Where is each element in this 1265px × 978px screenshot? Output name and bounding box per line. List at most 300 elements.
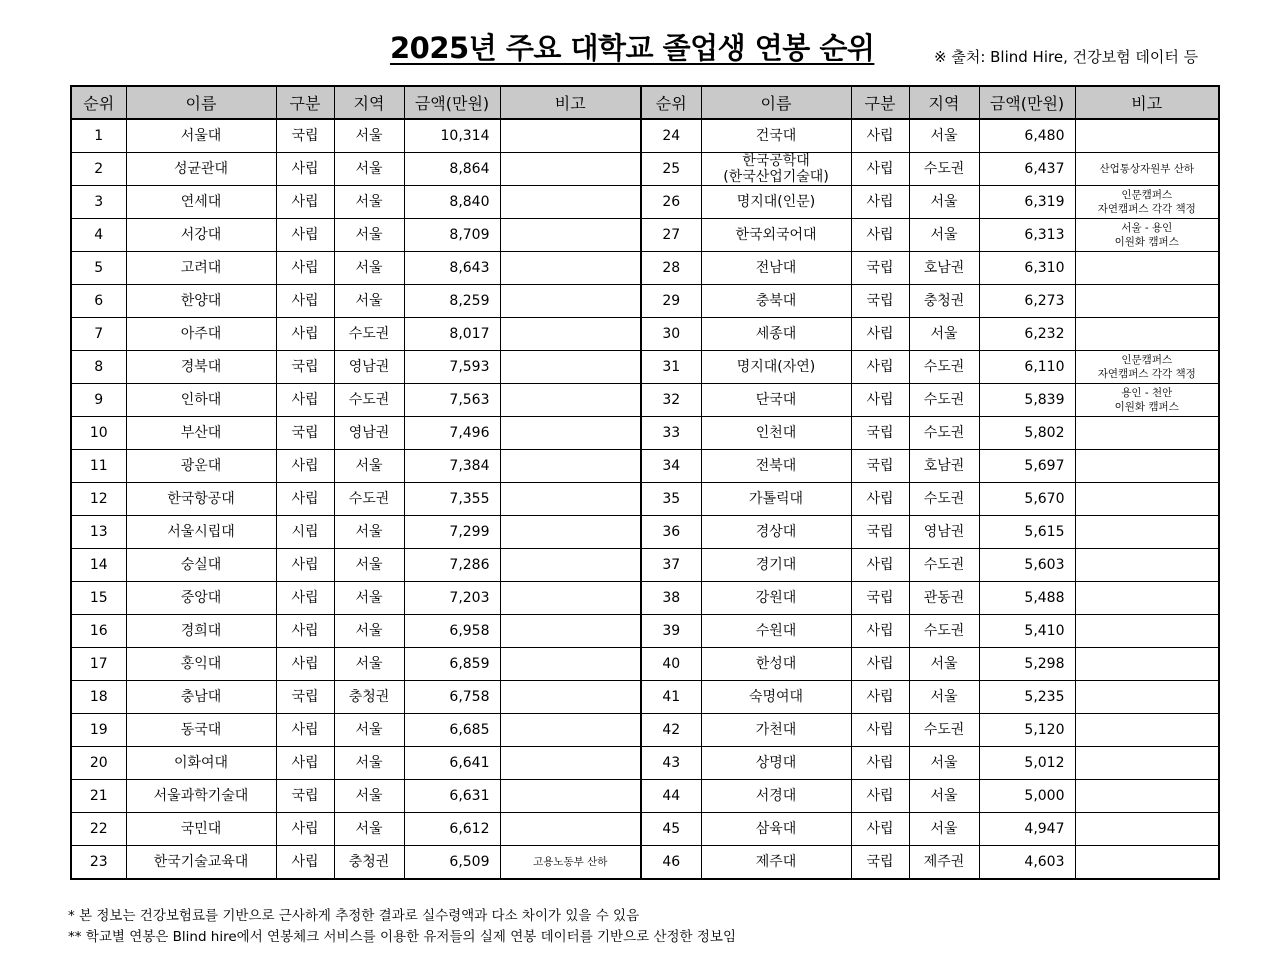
type-cell: 국립 bbox=[276, 780, 334, 813]
name-cell: 경기대 bbox=[701, 549, 851, 582]
amount-cell: 6,641 bbox=[404, 747, 500, 780]
name-cell: 서울시립대 bbox=[126, 516, 276, 549]
name-cell: 전북대 bbox=[701, 450, 851, 483]
rank-cell: 10 bbox=[71, 417, 126, 450]
rank-cell: 35 bbox=[641, 483, 701, 516]
amount-cell: 10,314 bbox=[404, 119, 500, 153]
note-cell: 용인 - 천안 이원화 캠퍼스 bbox=[1075, 384, 1219, 417]
note-cell bbox=[1075, 846, 1219, 880]
region-cell: 호남권 bbox=[909, 450, 979, 483]
name-cell: 경희대 bbox=[126, 615, 276, 648]
name-cell: 한국공학대 (한국산업기술대) bbox=[701, 153, 851, 186]
name-cell: 중앙대 bbox=[126, 582, 276, 615]
note-cell bbox=[500, 351, 641, 384]
amount-cell: 5,298 bbox=[979, 648, 1075, 681]
region-cell: 서울 bbox=[334, 549, 404, 582]
region-cell: 서울 bbox=[334, 186, 404, 219]
table-row bbox=[71, 219, 1219, 252]
salary-ranking-table bbox=[70, 85, 1220, 880]
type-cell: 사립 bbox=[851, 714, 909, 747]
region-cell: 수도권 bbox=[909, 714, 979, 747]
amount-cell: 8,259 bbox=[404, 285, 500, 318]
region-cell: 수도권 bbox=[909, 384, 979, 417]
region-cell: 수도권 bbox=[909, 483, 979, 516]
rank-cell: 17 bbox=[71, 648, 126, 681]
amount-cell: 6,310 bbox=[979, 252, 1075, 285]
amount-cell: 5,802 bbox=[979, 417, 1075, 450]
table-row bbox=[71, 846, 1219, 880]
rank-cell: 44 bbox=[641, 780, 701, 813]
type-cell: 국립 bbox=[851, 285, 909, 318]
note-cell bbox=[1075, 747, 1219, 780]
amount-cell: 5,120 bbox=[979, 714, 1075, 747]
note-cell bbox=[500, 318, 641, 351]
type-cell: 사립 bbox=[276, 219, 334, 252]
source-note: ※ 출처: Blind Hire, 건강보험 데이터 등 bbox=[934, 48, 1199, 66]
note-cell bbox=[500, 153, 641, 186]
name-cell: 제주대 bbox=[701, 846, 851, 880]
name-cell: 서울대 bbox=[126, 119, 276, 153]
region-cell: 서울 bbox=[334, 450, 404, 483]
type-cell: 국립 bbox=[851, 846, 909, 880]
region-cell: 서울 bbox=[334, 813, 404, 846]
amount-cell: 6,319 bbox=[979, 186, 1075, 219]
name-cell: 이화여대 bbox=[126, 747, 276, 780]
name-cell: 국민대 bbox=[126, 813, 276, 846]
region-cell: 서울 bbox=[909, 780, 979, 813]
type-cell: 사립 bbox=[276, 483, 334, 516]
table-row bbox=[71, 780, 1219, 813]
rank-cell: 34 bbox=[641, 450, 701, 483]
rank-cell: 22 bbox=[71, 813, 126, 846]
note-cell bbox=[1075, 516, 1219, 549]
type-cell: 국립 bbox=[276, 417, 334, 450]
note-cell bbox=[1075, 285, 1219, 318]
rank-cell: 29 bbox=[641, 285, 701, 318]
rank-cell: 25 bbox=[641, 153, 701, 186]
rank-cell: 45 bbox=[641, 813, 701, 846]
header-type: 구분 bbox=[851, 86, 909, 119]
table-row bbox=[71, 615, 1219, 648]
type-cell: 국립 bbox=[851, 516, 909, 549]
rank-cell: 27 bbox=[641, 219, 701, 252]
type-cell: 사립 bbox=[851, 483, 909, 516]
type-cell: 사립 bbox=[276, 153, 334, 186]
rank-cell: 41 bbox=[641, 681, 701, 714]
note-cell bbox=[500, 384, 641, 417]
rank-cell: 38 bbox=[641, 582, 701, 615]
amount-cell: 7,384 bbox=[404, 450, 500, 483]
name-cell: 숙명여대 bbox=[701, 681, 851, 714]
region-cell: 영남권 bbox=[334, 351, 404, 384]
type-cell: 국립 bbox=[276, 681, 334, 714]
note-cell bbox=[500, 549, 641, 582]
note-cell bbox=[500, 285, 641, 318]
rank-cell: 20 bbox=[71, 747, 126, 780]
rank-cell: 1 bbox=[71, 119, 126, 153]
rank-cell: 32 bbox=[641, 384, 701, 417]
name-cell: 한양대 bbox=[126, 285, 276, 318]
note-cell bbox=[1075, 582, 1219, 615]
type-cell: 국립 bbox=[276, 351, 334, 384]
name-cell: 동국대 bbox=[126, 714, 276, 747]
region-cell: 수도권 bbox=[909, 549, 979, 582]
note-cell bbox=[500, 747, 641, 780]
region-cell: 서울 bbox=[909, 747, 979, 780]
amount-cell: 4,947 bbox=[979, 813, 1075, 846]
table-row bbox=[71, 384, 1219, 417]
name-cell: 한국기술교육대 bbox=[126, 846, 276, 880]
type-cell: 시립 bbox=[276, 516, 334, 549]
amount-cell: 6,480 bbox=[979, 119, 1075, 153]
note-cell bbox=[500, 648, 641, 681]
rank-cell: 13 bbox=[71, 516, 126, 549]
table-row bbox=[71, 648, 1219, 681]
region-cell: 수도권 bbox=[334, 483, 404, 516]
amount-cell: 6,509 bbox=[404, 846, 500, 880]
table-row bbox=[71, 549, 1219, 582]
note-cell bbox=[500, 252, 641, 285]
header-note: 비고 bbox=[1075, 86, 1219, 119]
rank-cell: 46 bbox=[641, 846, 701, 880]
amount-cell: 6,110 bbox=[979, 351, 1075, 384]
type-cell: 국립 bbox=[851, 252, 909, 285]
region-cell: 서울 bbox=[909, 219, 979, 252]
type-cell: 사립 bbox=[276, 285, 334, 318]
type-cell: 사립 bbox=[276, 318, 334, 351]
rank-cell: 42 bbox=[641, 714, 701, 747]
header-region: 지역 bbox=[334, 86, 404, 119]
name-cell: 경북대 bbox=[126, 351, 276, 384]
name-cell: 강원대 bbox=[701, 582, 851, 615]
amount-cell: 7,593 bbox=[404, 351, 500, 384]
note-cell bbox=[1075, 119, 1219, 153]
type-cell: 사립 bbox=[851, 813, 909, 846]
note-cell bbox=[500, 615, 641, 648]
rank-cell: 39 bbox=[641, 615, 701, 648]
amount-cell: 5,235 bbox=[979, 681, 1075, 714]
note-cell bbox=[500, 450, 641, 483]
amount-cell: 6,958 bbox=[404, 615, 500, 648]
note-cell bbox=[1075, 714, 1219, 747]
footnote: ** 학교별 연봉은 Blind hire에서 연봉체크 서비스를 이용한 유저들의 실제 연봉 데이터를 기반으로 산정한 정보임 bbox=[68, 929, 737, 945]
name-cell: 단국대 bbox=[701, 384, 851, 417]
rank-cell: 4 bbox=[71, 219, 126, 252]
table-row bbox=[71, 318, 1219, 351]
name-cell: 광운대 bbox=[126, 450, 276, 483]
type-cell: 사립 bbox=[851, 219, 909, 252]
header-region: 지역 bbox=[909, 86, 979, 119]
name-cell: 가톨릭대 bbox=[701, 483, 851, 516]
table-row bbox=[71, 153, 1219, 186]
rank-cell: 43 bbox=[641, 747, 701, 780]
name-cell: 명지대(자연) bbox=[701, 351, 851, 384]
note-cell: 서울 - 용인 이원화 캠퍼스 bbox=[1075, 219, 1219, 252]
amount-cell: 8,643 bbox=[404, 252, 500, 285]
amount-cell: 5,839 bbox=[979, 384, 1075, 417]
region-cell: 서울 bbox=[334, 516, 404, 549]
name-cell: 인천대 bbox=[701, 417, 851, 450]
table-row bbox=[71, 351, 1219, 384]
rank-cell: 8 bbox=[71, 351, 126, 384]
rank-cell: 37 bbox=[641, 549, 701, 582]
note-cell bbox=[1075, 417, 1219, 450]
table-row bbox=[71, 813, 1219, 846]
type-cell: 사립 bbox=[276, 648, 334, 681]
type-cell: 사립 bbox=[276, 846, 334, 880]
rank-cell: 24 bbox=[641, 119, 701, 153]
type-cell: 사립 bbox=[276, 747, 334, 780]
region-cell: 충청권 bbox=[909, 285, 979, 318]
note-cell bbox=[1075, 615, 1219, 648]
name-cell: 전남대 bbox=[701, 252, 851, 285]
name-cell: 명지대(인문) bbox=[701, 186, 851, 219]
note-cell bbox=[500, 516, 641, 549]
amount-cell: 8,840 bbox=[404, 186, 500, 219]
region-cell: 서울 bbox=[334, 648, 404, 681]
note-cell bbox=[500, 119, 641, 153]
region-cell: 수도권 bbox=[334, 318, 404, 351]
region-cell: 서울 bbox=[334, 615, 404, 648]
rank-cell: 15 bbox=[71, 582, 126, 615]
type-cell: 사립 bbox=[276, 450, 334, 483]
note-cell bbox=[1075, 450, 1219, 483]
note-cell: 산업통상자원부 산하 bbox=[1075, 153, 1219, 186]
type-cell: 사립 bbox=[851, 351, 909, 384]
table-row bbox=[71, 582, 1219, 615]
note-cell bbox=[500, 483, 641, 516]
note-cell bbox=[500, 219, 641, 252]
name-cell: 인하대 bbox=[126, 384, 276, 417]
region-cell: 서울 bbox=[909, 681, 979, 714]
region-cell: 영남권 bbox=[909, 516, 979, 549]
table-row bbox=[71, 714, 1219, 747]
table-row bbox=[71, 681, 1219, 714]
name-cell: 서경대 bbox=[701, 780, 851, 813]
amount-cell: 5,000 bbox=[979, 780, 1075, 813]
region-cell: 서울 bbox=[334, 252, 404, 285]
rank-cell: 2 bbox=[71, 153, 126, 186]
type-cell: 사립 bbox=[851, 186, 909, 219]
name-cell: 상명대 bbox=[701, 747, 851, 780]
region-cell: 서울 bbox=[909, 318, 979, 351]
name-cell: 고려대 bbox=[126, 252, 276, 285]
region-cell: 서울 bbox=[909, 813, 979, 846]
region-cell: 서울 bbox=[334, 153, 404, 186]
amount-cell: 6,685 bbox=[404, 714, 500, 747]
header-rank: 순위 bbox=[641, 86, 701, 119]
type-cell: 사립 bbox=[276, 582, 334, 615]
type-cell: 사립 bbox=[276, 252, 334, 285]
rank-cell: 9 bbox=[71, 384, 126, 417]
table-row bbox=[71, 186, 1219, 219]
amount-cell: 7,563 bbox=[404, 384, 500, 417]
region-cell: 서울 bbox=[334, 714, 404, 747]
region-cell: 수도권 bbox=[334, 384, 404, 417]
type-cell: 사립 bbox=[276, 714, 334, 747]
amount-cell: 6,437 bbox=[979, 153, 1075, 186]
name-cell: 연세대 bbox=[126, 186, 276, 219]
region-cell: 서울 bbox=[334, 582, 404, 615]
region-cell: 수도권 bbox=[909, 351, 979, 384]
header-amount: 금액(만원) bbox=[404, 86, 500, 119]
amount-cell: 6,859 bbox=[404, 648, 500, 681]
header-amount: 금액(만원) bbox=[979, 86, 1075, 119]
region-cell: 서울 bbox=[909, 186, 979, 219]
region-cell: 서울 bbox=[334, 780, 404, 813]
type-cell: 사립 bbox=[851, 384, 909, 417]
amount-cell: 7,203 bbox=[404, 582, 500, 615]
table-row bbox=[71, 285, 1219, 318]
name-cell: 성균관대 bbox=[126, 153, 276, 186]
name-cell: 경상대 bbox=[701, 516, 851, 549]
region-cell: 서울 bbox=[909, 119, 979, 153]
rank-cell: 6 bbox=[71, 285, 126, 318]
rank-cell: 31 bbox=[641, 351, 701, 384]
rank-cell: 19 bbox=[71, 714, 126, 747]
type-cell: 사립 bbox=[851, 747, 909, 780]
note-cell bbox=[1075, 681, 1219, 714]
amount-cell: 5,697 bbox=[979, 450, 1075, 483]
region-cell: 서울 bbox=[334, 119, 404, 153]
note-cell bbox=[500, 582, 641, 615]
region-cell: 서울 bbox=[334, 285, 404, 318]
region-cell: 제주권 bbox=[909, 846, 979, 880]
name-cell: 가천대 bbox=[701, 714, 851, 747]
type-cell: 사립 bbox=[851, 681, 909, 714]
name-cell: 세종대 bbox=[701, 318, 851, 351]
type-cell: 사립 bbox=[851, 153, 909, 186]
note-cell bbox=[1075, 648, 1219, 681]
rank-cell: 7 bbox=[71, 318, 126, 351]
region-cell: 서울 bbox=[334, 219, 404, 252]
amount-cell: 5,670 bbox=[979, 483, 1075, 516]
note-cell bbox=[1075, 549, 1219, 582]
amount-cell: 5,615 bbox=[979, 516, 1075, 549]
table-row bbox=[71, 450, 1219, 483]
rank-cell: 23 bbox=[71, 846, 126, 880]
type-cell: 사립 bbox=[851, 648, 909, 681]
region-cell: 수도권 bbox=[909, 153, 979, 186]
amount-cell: 5,603 bbox=[979, 549, 1075, 582]
note-cell bbox=[1075, 318, 1219, 351]
note-cell bbox=[1075, 813, 1219, 846]
rank-cell: 16 bbox=[71, 615, 126, 648]
name-cell: 수원대 bbox=[701, 615, 851, 648]
rank-cell: 12 bbox=[71, 483, 126, 516]
type-cell: 국립 bbox=[851, 450, 909, 483]
name-cell: 한성대 bbox=[701, 648, 851, 681]
name-cell: 아주대 bbox=[126, 318, 276, 351]
type-cell: 사립 bbox=[276, 813, 334, 846]
amount-cell: 6,273 bbox=[979, 285, 1075, 318]
name-cell: 숭실대 bbox=[126, 549, 276, 582]
amount-cell: 8,864 bbox=[404, 153, 500, 186]
amount-cell: 7,286 bbox=[404, 549, 500, 582]
note-cell: 인문캠퍼스 자연캠퍼스 각각 책정 bbox=[1075, 351, 1219, 384]
note-cell bbox=[500, 780, 641, 813]
rank-cell: 33 bbox=[641, 417, 701, 450]
region-cell: 관동권 bbox=[909, 582, 979, 615]
name-cell: 삼육대 bbox=[701, 813, 851, 846]
header-note: 비고 bbox=[500, 86, 641, 119]
region-cell: 충청권 bbox=[334, 846, 404, 880]
page-title: 2025년 주요 대학교 졸업생 연봉 순위 bbox=[390, 31, 875, 65]
header-name: 이름 bbox=[126, 86, 276, 119]
name-cell: 서울과학기술대 bbox=[126, 780, 276, 813]
table-row bbox=[71, 417, 1219, 450]
rank-cell: 36 bbox=[641, 516, 701, 549]
amount-cell: 4,603 bbox=[979, 846, 1075, 880]
type-cell: 사립 bbox=[851, 318, 909, 351]
name-cell: 충남대 bbox=[126, 681, 276, 714]
table-body bbox=[71, 119, 1219, 879]
region-cell: 수도권 bbox=[909, 417, 979, 450]
type-cell: 사립 bbox=[276, 615, 334, 648]
type-cell: 사립 bbox=[851, 615, 909, 648]
amount-cell: 7,299 bbox=[404, 516, 500, 549]
note-cell: 인문캠퍼스 자연캠퍼스 각각 책정 bbox=[1075, 186, 1219, 219]
amount-cell: 5,410 bbox=[979, 615, 1075, 648]
header-name: 이름 bbox=[701, 86, 851, 119]
note-cell bbox=[1075, 252, 1219, 285]
amount-cell: 8,709 bbox=[404, 219, 500, 252]
amount-cell: 7,355 bbox=[404, 483, 500, 516]
table-row bbox=[71, 747, 1219, 780]
type-cell: 사립 bbox=[851, 780, 909, 813]
note-cell bbox=[1075, 780, 1219, 813]
table-row bbox=[71, 252, 1219, 285]
rank-cell: 11 bbox=[71, 450, 126, 483]
note-cell bbox=[500, 813, 641, 846]
type-cell: 사립 bbox=[276, 384, 334, 417]
amount-cell: 6,631 bbox=[404, 780, 500, 813]
amount-cell: 6,612 bbox=[404, 813, 500, 846]
type-cell: 사립 bbox=[851, 119, 909, 153]
amount-cell: 7,496 bbox=[404, 417, 500, 450]
table-row bbox=[71, 516, 1219, 549]
rank-cell: 5 bbox=[71, 252, 126, 285]
name-cell: 한국외국어대 bbox=[701, 219, 851, 252]
note-cell bbox=[500, 714, 641, 747]
rank-cell: 21 bbox=[71, 780, 126, 813]
rank-cell: 26 bbox=[641, 186, 701, 219]
name-cell: 건국대 bbox=[701, 119, 851, 153]
amount-cell: 5,012 bbox=[979, 747, 1075, 780]
note-cell bbox=[500, 186, 641, 219]
header-type: 구분 bbox=[276, 86, 334, 119]
name-cell: 서강대 bbox=[126, 219, 276, 252]
note-cell bbox=[500, 681, 641, 714]
region-cell: 서울 bbox=[909, 648, 979, 681]
name-cell: 충북대 bbox=[701, 285, 851, 318]
type-cell: 국립 bbox=[851, 417, 909, 450]
region-cell: 충청권 bbox=[334, 681, 404, 714]
region-cell: 수도권 bbox=[909, 615, 979, 648]
table-row bbox=[71, 119, 1219, 153]
note-cell bbox=[1075, 483, 1219, 516]
amount-cell: 6,313 bbox=[979, 219, 1075, 252]
rank-cell: 14 bbox=[71, 549, 126, 582]
type-cell: 국립 bbox=[276, 119, 334, 153]
amount-cell: 6,232 bbox=[979, 318, 1075, 351]
rank-cell: 18 bbox=[71, 681, 126, 714]
type-cell: 국립 bbox=[851, 582, 909, 615]
note-cell bbox=[500, 417, 641, 450]
rank-cell: 28 bbox=[641, 252, 701, 285]
name-cell: 부산대 bbox=[126, 417, 276, 450]
rank-cell: 40 bbox=[641, 648, 701, 681]
